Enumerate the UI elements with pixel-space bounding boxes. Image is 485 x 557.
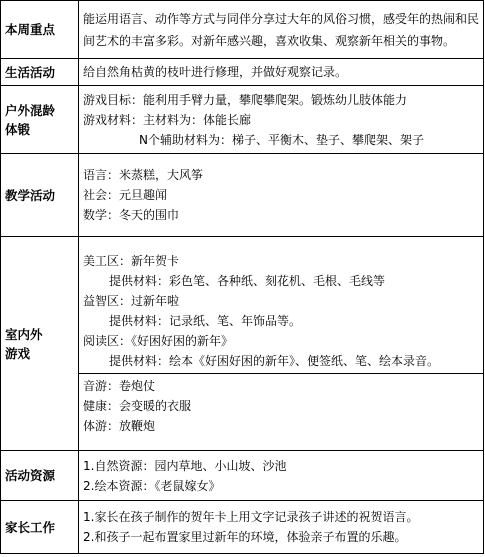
label-parent-work: 家长工作 xyxy=(1,501,79,554)
row-parent-work xyxy=(1,501,484,554)
label-outdoor-line1: 户外混龄 xyxy=(5,102,56,118)
music-game: 音游：卷炮仗 xyxy=(83,379,156,393)
health-game: 健康：会变暖的衣服 xyxy=(83,399,192,413)
row-life-activity xyxy=(1,59,484,86)
content-weekly-focus xyxy=(79,1,484,59)
outdoor-aux-material: N个辅助材料为：梯子、平衡木、垫子、攀爬架、架子 xyxy=(139,132,424,147)
parent-work-item: 1.家长在孩子制作的贺年卡上用文字记录孩子讲述的祝贺语言。 xyxy=(83,510,419,524)
label-weekly-focus: 本周重点 xyxy=(1,1,79,59)
label-activity-resources: 活动资源 xyxy=(1,451,79,501)
row-indoor-outdoor-games xyxy=(1,237,484,451)
label-indoor-outdoor-games xyxy=(1,237,79,451)
parent-work-item: 2.和孩子一起布置家里过新年的环境，体验亲子布置的乐趣。 xyxy=(83,530,407,544)
teaching-item: 数学：冬天的围巾 xyxy=(83,208,180,222)
life-activity-text: 给自然角枯黄的枝叶进行修理，并做好观察记录。 xyxy=(83,65,348,79)
reading-area: 阅读区：《好困好困的新年》 xyxy=(83,334,234,348)
art-area-materials: 提供材料：彩色笔、各种纸、刻花机、毛根、毛线等 xyxy=(109,274,386,288)
sports-game: 体游：放鞭炮 xyxy=(83,419,156,433)
label-games-line2: 游戏 xyxy=(5,345,31,361)
row-outdoor-exercise xyxy=(1,86,484,154)
resource-item: 2.绘本资源：《老鼠嫁女》 xyxy=(83,478,221,493)
content-indoor-outdoor-games xyxy=(79,237,484,451)
content-activity-resources xyxy=(79,451,484,501)
teaching-item: 社会：元旦趣闻 xyxy=(83,188,168,202)
label-games-line1: 室内外 xyxy=(5,326,43,342)
art-area: 美工区：新年贺卡 xyxy=(83,254,180,268)
reading-area-materials: 提供材料：绘本《好困好困的新年》、便签纸、笔、绘本录音。 xyxy=(109,354,440,368)
content-teaching-activity xyxy=(79,154,484,237)
teaching-item: 语言：米蒸糕，大风筝 xyxy=(83,168,204,182)
resource-item: 1.自然资源：园内草地、小山坡、沙池 xyxy=(83,458,287,473)
label-teaching-activity: 教学活动 xyxy=(1,154,79,237)
content-life-activity xyxy=(79,59,484,86)
outdoor-goal: 游戏目标：能利用手臂力量，攀爬攀爬架。锻炼幼儿肢体能力 xyxy=(83,92,408,107)
content-parent-work xyxy=(79,501,484,554)
row-teaching-activity xyxy=(1,154,484,237)
outdoor-games-section xyxy=(79,373,483,438)
content-outdoor-exercise xyxy=(79,86,484,154)
puzzle-area-materials: 提供材料：记录纸、笔、年饰品等。 xyxy=(109,314,302,328)
label-outdoor-exercise xyxy=(1,86,79,154)
row-weekly-focus xyxy=(1,1,484,59)
row-activity-resources xyxy=(1,451,484,501)
outdoor-material: 游戏材料：主材料为：体能长廊 xyxy=(83,112,252,127)
weekly-focus-text: 能运用语言、动作等方式与同伴分享过大年的风俗习惯，感受年的热闹和民间艺术的丰富多彩。对新年感兴趣，喜欢收集、观察新年相关的事物。 xyxy=(83,11,480,48)
label-outdoor-line2: 体锻 xyxy=(5,121,31,137)
puzzle-area: 益智区：过新年啦 xyxy=(83,294,180,308)
label-life-activity: 生活活动 xyxy=(1,59,79,86)
